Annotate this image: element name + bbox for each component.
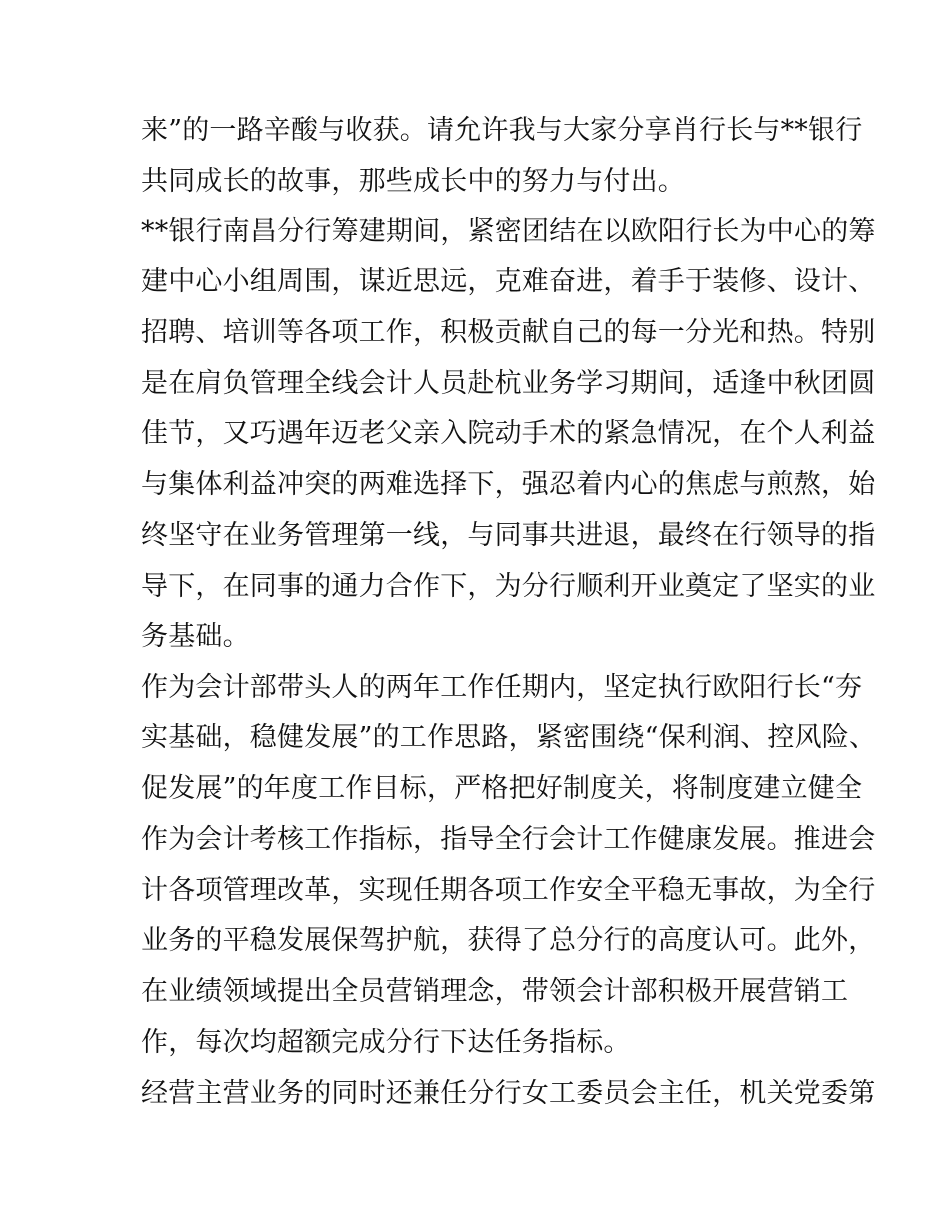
text-line: 导下，在同事的通力合作下，为分行顺利开业奠定了坚实的业: [141, 571, 876, 602]
text-line: 计各项管理改革，实现任期各项工作安全平稳无事故，为全行: [141, 875, 876, 906]
text-line: 促发展”的年度工作目标，严格把好制度关，将制度建立健全: [141, 773, 863, 804]
text-line: 是在肩负管理全线会计人员赴杭业务学习期间，适逢中秋团圆: [141, 368, 876, 399]
text-line: 佳节，又巧遇年迈老父亲入院动手术的紧急情况，在个人利益: [141, 418, 876, 449]
text-line: 作为会计部带头人的两年工作任期内，坚定执行欧阳行长“夯: [141, 672, 863, 703]
text-line: 招聘、培训等各项工作，积极贡献自己的每一分光和热。特别: [141, 317, 876, 348]
text-line: 来”的一路辛酸与收获。请允许我与大家分享肖行长与**银行: [141, 115, 863, 146]
text-line: 作为会计考核工作指标，指导全行会计工作健康发展。推进会: [141, 824, 876, 855]
text-line: 终坚守在业务管理第一线，与同事共进退，最终在行领导的指: [141, 520, 876, 551]
text-line: 务基础。: [141, 621, 250, 652]
text-line: 业务的平稳发展保驾护航，获得了总分行的高度认可。此外，: [141, 925, 876, 956]
text-line: 与集体利益冲突的两难选择下，强忍着内心的焦虑与煎熬，始: [141, 469, 876, 500]
text-line: 在业绩领域提出全员营销理念，带领会计部积极开展营销工: [141, 976, 849, 1007]
text-line: 建中心小组周围，谋近思远，克难奋进，着手于装修、设计、: [141, 266, 876, 297]
text-line: **银行南昌分行筹建期间，紧密团结在以欧阳行长为中心的筹: [141, 216, 876, 247]
text-line: 经营主营业务的同时还兼任分行女工委员会主任，机关党委第: [141, 1078, 876, 1109]
text-line: 实基础，稳健发展”的工作思路，紧密围绕“保利润、控风险、: [141, 722, 877, 753]
text-line: 作，每次均超额完成分行下达任务指标。: [141, 1027, 631, 1058]
text-line: 共同成长的故事，那些成长中的努力与付出。: [141, 166, 685, 197]
